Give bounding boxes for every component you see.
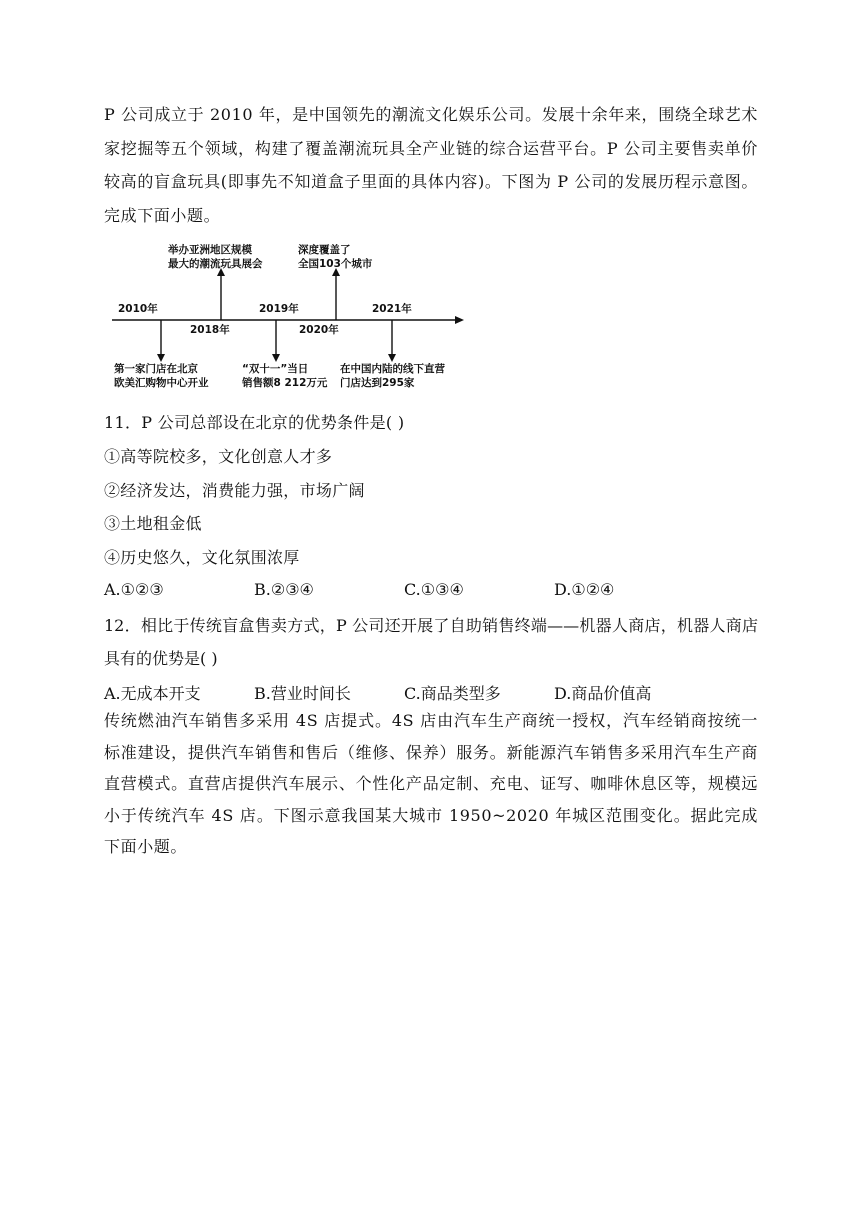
event-2021: 在中国内陆的线下直营 门店达到295家 xyxy=(340,363,445,389)
q11-option-d[interactable]: D.①②④ xyxy=(554,580,615,599)
event-2019: “双十一”当日 销售额8 212万元 xyxy=(242,363,328,389)
development-timeline xyxy=(104,240,474,396)
year-2010: 2010年 xyxy=(118,303,158,315)
timeline-arrowhead xyxy=(455,316,464,324)
q11-item-4: ④历史悠久，文化氛围浓厚 xyxy=(104,548,300,567)
arrow-down-2021 xyxy=(388,354,396,362)
year-2021: 2021年 xyxy=(372,303,412,315)
year-2018: 2018年 xyxy=(190,324,230,336)
q11-option-a[interactable]: A.①②③ xyxy=(104,580,164,599)
q11-item-1: ①高等院校多，文化创意人才多 xyxy=(104,447,333,466)
arrow-down-2019 xyxy=(272,354,280,362)
q11-option-b[interactable]: B.②③④ xyxy=(254,580,314,599)
event-2020: 深度覆盖了 全国103个城市 xyxy=(298,244,373,270)
question-11-stem: 11．P 公司总部设在北京的优势条件是( ) xyxy=(104,413,405,432)
q12-option-c[interactable]: C.商品类型多 xyxy=(404,684,501,703)
q12-option-d[interactable]: D.商品价值高 xyxy=(554,684,652,703)
event-2010: 第一家门店在北京 欧美汇购物中心开业 xyxy=(114,363,209,389)
q11-item-2: ②经济发达，消费能力强，市场广阔 xyxy=(104,481,365,500)
arrow-down-2010 xyxy=(157,354,165,362)
q12-option-b[interactable]: B.营业时间长 xyxy=(254,684,351,703)
q12-option-a[interactable]: A.无成本开支 xyxy=(104,684,201,703)
event-2018: 举办亚洲地区规模 最大的潮流玩具展会 xyxy=(168,244,263,270)
year-2019: 2019年 xyxy=(259,303,299,315)
question-12-stem: 12．相比于传统盲盒售卖方式，P 公司还开展了自助销售终端——机器人商店，机器人商店具有的优势是( ) xyxy=(104,616,758,668)
q11-item-3: ③土地租金低 xyxy=(104,514,202,533)
car-sales-paragraph: 传统燃油汽车销售多采用 4S 店提式。4S 店由汽车生产商统一授权，汽车经销商按统一标准建设，提供汽车销售和售后（维修、保养）服务。新能源汽车销售多采用汽车生产商直营模式。直营店提供汽车展示、个性化产品定制、充电、证写、咖啡休息区等，规模远小于传统汽车 4S 店。下图示意我国某大城市 1950~2020 年城区范围变化。据此完成下面小题。 xyxy=(104,711,758,856)
intro-paragraph: P 公司成立于 2010 年，是中国领先的潮流文化娱乐公司。发展十余年来，围绕全球艺术家挖掘等五个领域，构建了覆盖潮流玩具全产业链的综合运营平台。P 公司主要售卖单价较高的盲盒玩具(即事先不知道盒子里面的具体内容)。下图为 P 公司的发展历程示意图。完成下面小题。 xyxy=(104,105,758,225)
year-2020: 2020年 xyxy=(299,324,339,336)
q11-option-c[interactable]: C.①③④ xyxy=(404,580,464,599)
